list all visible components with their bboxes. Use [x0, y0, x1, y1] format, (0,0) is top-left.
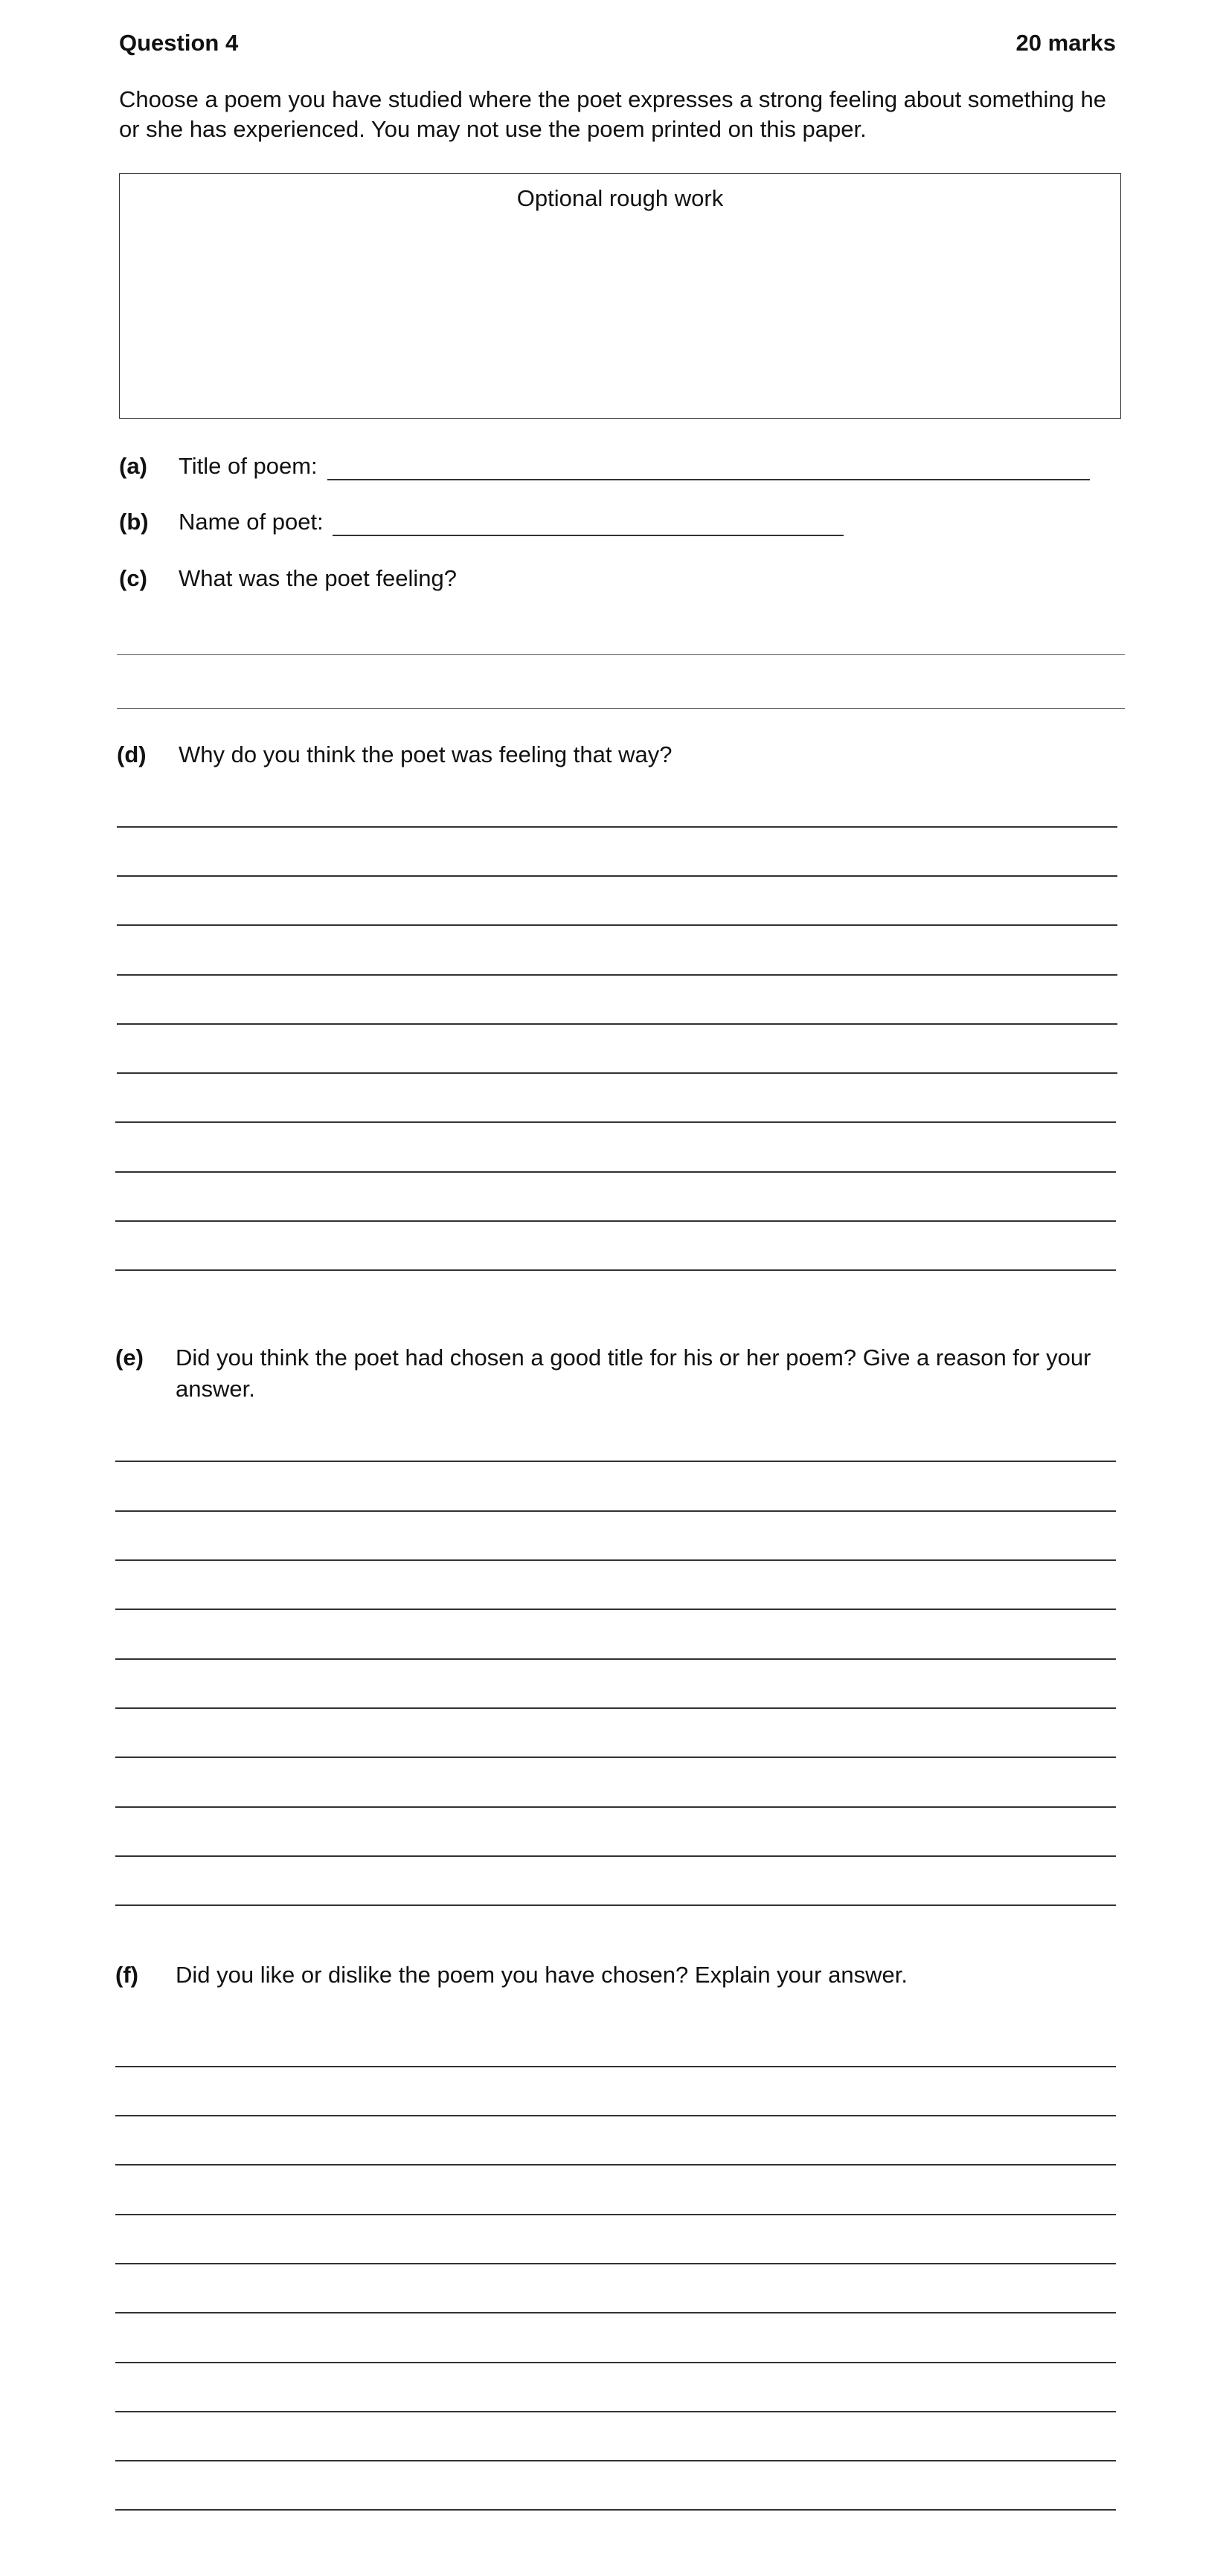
part-e-prompt-line-2: answer.	[176, 1376, 255, 1402]
answer-line[interactable]	[115, 1609, 1116, 1610]
answer-line[interactable]	[115, 2312, 1116, 2313]
part-e-letter: (e)	[115, 1345, 144, 1371]
answer-line[interactable]	[115, 2460, 1116, 2461]
answer-line[interactable]	[115, 2263, 1116, 2264]
rough-work-box[interactable]	[119, 173, 1121, 419]
part-c-prompt: What was the poet feeling?	[179, 565, 457, 591]
answer-line[interactable]	[115, 2066, 1116, 2067]
answer-line[interactable]	[115, 1855, 1116, 1857]
answer-line[interactable]	[115, 1220, 1116, 1222]
answer-line[interactable]	[115, 2214, 1116, 2215]
part-d-letter: (d)	[117, 741, 147, 767]
answer-line[interactable]	[115, 2411, 1116, 2412]
answer-line[interactable]	[115, 2164, 1116, 2166]
part-f-letter: (f)	[115, 1962, 138, 1988]
part-f-prompt: Did you like or dislike the poem you have chosen? Explain your answer.	[176, 1962, 908, 1988]
part-b-letter: (b)	[119, 509, 149, 535]
answer-line[interactable]	[115, 2362, 1116, 2363]
answer-line[interactable]	[117, 1072, 1117, 1074]
answer-line[interactable]	[115, 1461, 1116, 1462]
rough-work-label: Optional rough work	[516, 185, 724, 211]
instruction-line-1: Choose a poem you have studied where the poet expresses a strong feeling about something he	[119, 86, 1106, 112]
answer-line[interactable]	[115, 2115, 1116, 2116]
part-d-prompt: Why do you think the poet was feeling that way?	[179, 741, 673, 767]
answer-line[interactable]	[115, 1269, 1116, 1271]
part-c-letter: (c)	[119, 565, 147, 591]
answer-line[interactable]	[115, 2509, 1116, 2511]
answer-line[interactable]	[115, 1510, 1116, 1512]
part-a-prompt: Title of poem:	[179, 453, 318, 479]
answer-line[interactable]	[117, 654, 1125, 655]
answer-line[interactable]	[117, 1023, 1117, 1025]
part-a-letter: (a)	[119, 453, 147, 479]
part-b-prompt: Name of poet:	[179, 509, 324, 535]
answer-line[interactable]	[115, 1121, 1116, 1123]
answer-line[interactable]	[115, 1707, 1116, 1709]
poet-answer-line[interactable]	[333, 535, 844, 536]
instruction-line-2: or she has experienced. You may not use the poem printed on this paper.	[119, 116, 867, 142]
answer-line[interactable]	[115, 1658, 1116, 1660]
answer-line[interactable]	[115, 1756, 1116, 1758]
marks-label: 20 marks	[1015, 30, 1116, 56]
answer-line[interactable]	[117, 974, 1117, 976]
title-answer-line[interactable]	[327, 479, 1090, 480]
answer-line[interactable]	[117, 708, 1125, 709]
answer-line[interactable]	[115, 1904, 1116, 1906]
answer-line[interactable]	[117, 924, 1117, 926]
answer-line[interactable]	[117, 875, 1117, 877]
answer-line[interactable]	[115, 1806, 1116, 1808]
answer-line[interactable]	[115, 1559, 1116, 1561]
answer-line[interactable]	[117, 826, 1117, 828]
part-e-prompt-line-1: Did you think the poet had chosen a good title for his or her poem? Give a reason for your	[176, 1345, 1091, 1371]
question-number: Question 4	[119, 30, 239, 56]
answer-line[interactable]	[115, 1171, 1116, 1173]
